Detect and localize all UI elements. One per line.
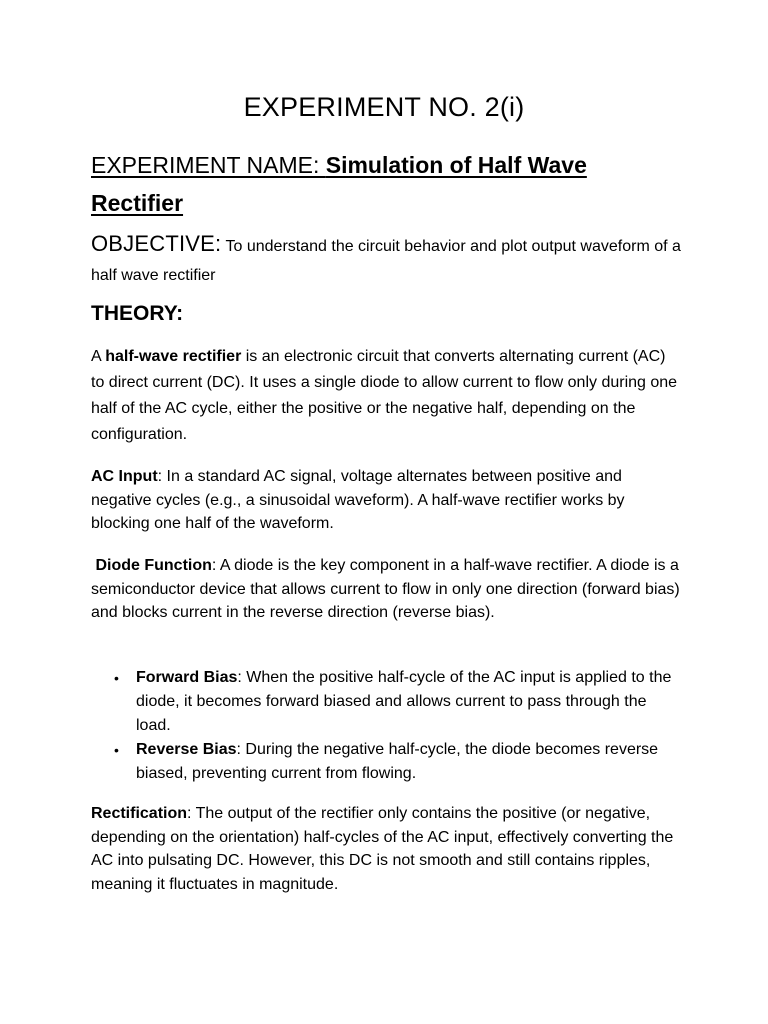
intro-text: is an electronic circuit that converts alternating current (AC) to direct current (DC). It uses a single diode to allow current to flow only during one half of the AC cycle, either the positive or the negative half, depending on the configuration. — [91, 348, 678, 443]
list-item — [112, 738, 682, 786]
diode-function-paragraph — [91, 554, 681, 625]
ac-input-paragraph — [91, 465, 681, 536]
reverse-bias-text: : During the negative half-cycle, the diode becomes reverse biased, preventing current from flowing. — [136, 741, 659, 782]
intro-term: half-wave rectifier — [105, 348, 242, 365]
rectification-text: : The output of the rectifier only contains the positive (or negative, depending on the orientation) half-cycles of the AC input, effectively converting the AC into pulsating DC. However, this DC is not smooth and still contains ripples, meaning it fluctuates in magnitude. — [91, 805, 674, 893]
forward-bias-term: Forward Bias — [136, 669, 238, 686]
objective-label: OBJECTIVE: — [91, 231, 222, 256]
document-title: EXPERIMENT NO. 2(i) — [243, 92, 525, 122]
ac-input-term: AC Input — [91, 468, 158, 485]
rectification-term: Rectification — [91, 805, 188, 822]
objective-text: To understand the circuit behavior and plot output waveform of a half wave rectifier — [91, 238, 681, 284]
experiment-name-value: Simulation of Half Wave Rectifier — [91, 152, 587, 216]
theory-heading: THEORY: — [91, 302, 184, 325]
theory-intro-paragraph — [91, 344, 681, 448]
bias-bullet-list — [112, 666, 682, 786]
diode-function-term: Diode Function — [95, 557, 212, 574]
forward-bias-text: : When the positive half-cycle of the AC input is applied to the diode, it becomes forward biased and allows current to pass through the load. — [136, 669, 672, 734]
ac-input-text: : In a standard AC signal, voltage alternates between positive and negative cycles (e.g., a sinusoidal waveform). A half-wave rectifier works by blocking one half of the waveform. — [91, 468, 625, 532]
experiment-name-heading — [91, 146, 651, 222]
bullet-marker: • — [114, 670, 119, 686]
bullet-marker: • — [114, 742, 119, 758]
experiment-name-label: EXPERIMENT NAME: — [91, 152, 326, 178]
intro-lead: A — [91, 348, 106, 365]
rectification-paragraph — [91, 802, 681, 896]
objective-section — [91, 229, 681, 290]
diode-function-text: : A diode is the key component in a half-wave rectifier. A diode is a semiconductor device that allows current to flow in only one direction (forward bias) and blocks current in the reverse direction (reverse bias). — [91, 557, 680, 621]
reverse-bias-term: Reverse Bias — [136, 741, 237, 758]
list-item — [112, 666, 682, 738]
